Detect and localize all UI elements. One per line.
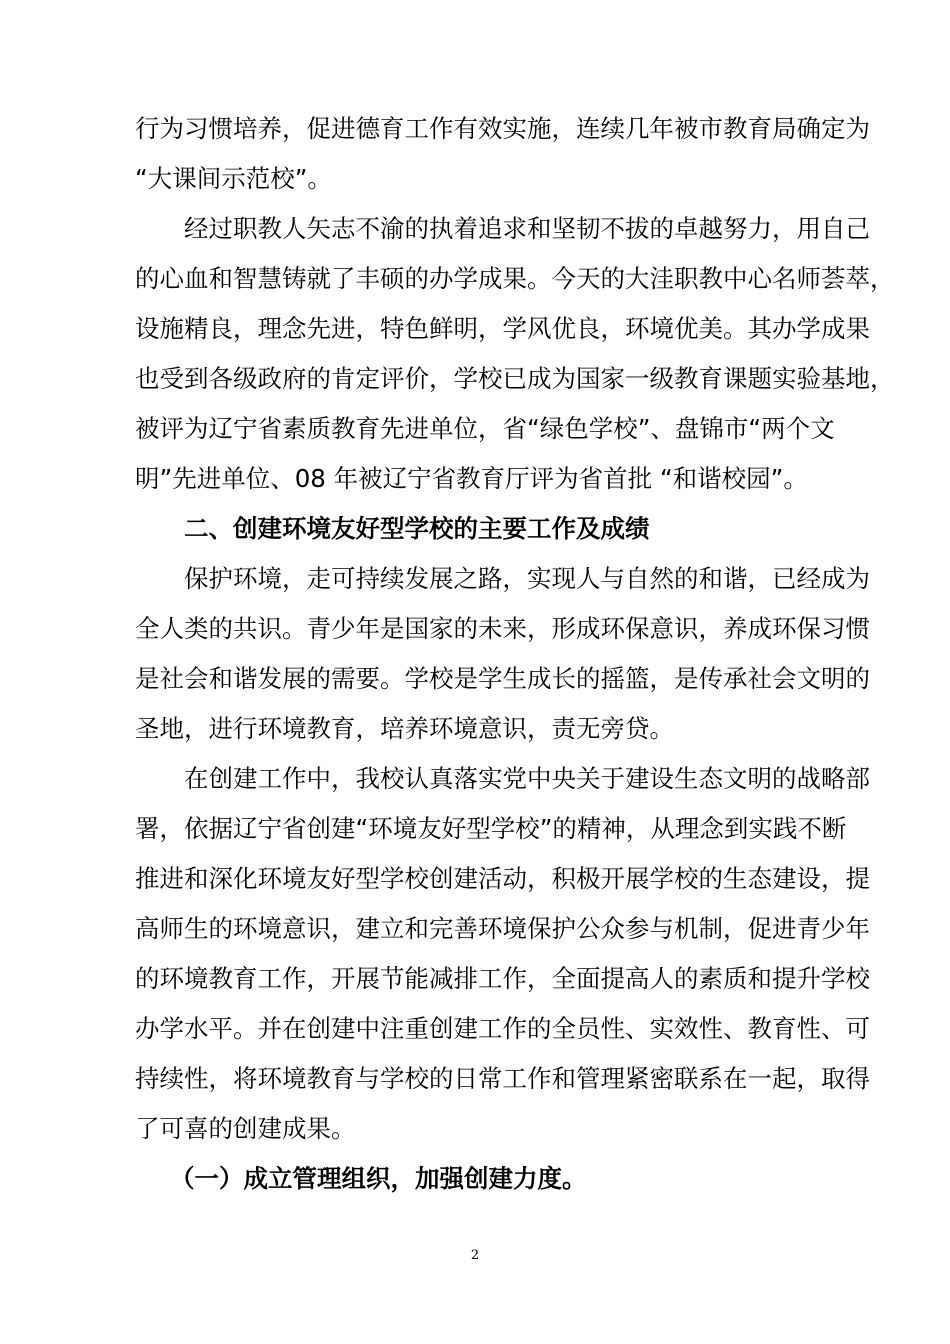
paragraph-line: 是社会和谐发展的需要。学校是学生成长的摇篮，是传承社会文明的 — [135, 664, 870, 693]
paragraph-line: 经过职教人矢志不渝的执着追求和坚韧不拔的卓越努力，用自己 — [184, 214, 870, 243]
paragraph-line: 推进和深化环境友好型学校创建活动，积极开展学校的生态建设，提 — [135, 864, 870, 893]
paragraph-line: 办学水平。并在创建中注重创建工作的全员性、实效性、教育性、可 — [135, 1014, 870, 1043]
paragraph-line: 了可喜的创建成果。 — [135, 1114, 356, 1143]
paragraph-line: 明”先进单位、08 年被辽宁省教育厅评为省首批 “和谐校园”。 — [135, 464, 808, 493]
paragraph-line: 圣地，进行环境教育，培养环境意识，责无旁贷。 — [135, 714, 674, 743]
paragraph-line: 也受到各级政府的肯定评价，学校已成为国家一级教育课题实验基地， — [135, 364, 895, 393]
paragraph-line: 保护环境，走可持续发展之路，实现人与自然的和谐，已经成为 — [184, 564, 870, 593]
page-number: 2 — [470, 1248, 480, 1263]
paragraph-line: 全人类的共识。青少年是国家的未来，形成环保意识，养成环保习惯 — [135, 614, 870, 643]
paragraph-line: 行为习惯培养，促进德育工作有效实施，连续几年被市教育局确定为 — [135, 114, 870, 143]
paragraph-line: 在创建工作中，我校认真落实党中央关于建设生态文明的战略部 — [184, 764, 870, 793]
paragraph-line: 高师生的环境意识，建立和完善环境保护公众参与机制，促进青少年 — [135, 914, 870, 943]
section-heading: 二、创建环境友好型学校的主要工作及成绩 — [184, 514, 650, 543]
paragraph-line: 的心血和智慧铸就了丰硕的办学成果。今天的大洼职教中心名师荟萃， — [135, 264, 895, 293]
paragraph-line: 署，依据辽宁省创建“环境友好型学校”的精神，从理念到实践不断 — [135, 814, 847, 843]
subsection-heading: （一）成立管理组织，加强创建力度。 — [170, 1164, 587, 1193]
paragraph-line: “大课间示范校”。 — [135, 164, 332, 193]
paragraph-line: 的环境教育工作，开展节能减排工作，全面提高人的素质和提升学校 — [135, 964, 870, 993]
paragraph-line: 设施精良，理念先进，特色鲜明，学风优良，环境优美。其办学成果 — [135, 314, 870, 343]
paragraph-line: 持续性，将环境教育与学校的日常工作和管理紧密联系在一起，取得 — [135, 1064, 870, 1093]
paragraph-line: 被评为辽宁省素质教育先进单位，省“绿色学校”、盘锦市“两个文 — [135, 414, 835, 443]
